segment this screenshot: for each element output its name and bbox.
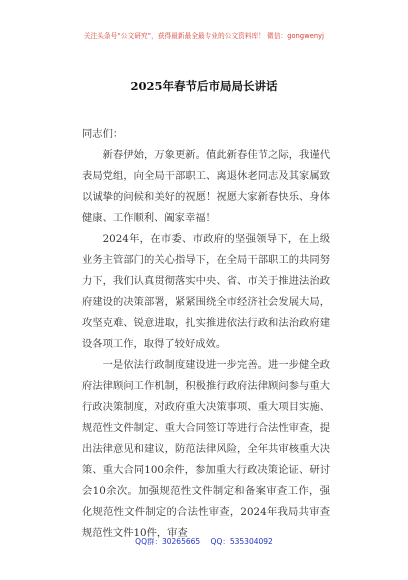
document-title: 2025年春节后市局局长讲话	[130, 79, 278, 93]
salutation: 同志们：	[82, 128, 124, 140]
promo-banner: 关注头条号“公文研究”，获得最新最全最专业的公文资料库！ 微信：gongwenyj	[83, 32, 325, 40]
paragraph-point-one: 一是依法行政制度建设进一步完善。进一步健全政府法律顾问工作机制，积极推行政府法律顾问参与重大行政决策制度，对政府重大决策事项、重大项目实施、规范性文件制定、重大合同签订等进行合法性审查，提出法律意见和建议，防范法律风险，全年共审核重大决策、重大合同100余件，参加重大行政决策论证、研讨会10余次。加强规范性文件制定和备案审查工作，强化规范性文件制定的合法性审查，2024年我局共审查规范性文件10件，审查	[82, 359, 330, 539]
contact-footer	[0, 536, 408, 547]
qq-number: QQ：535304092	[210, 537, 273, 546]
paragraph-greeting: 新春伊始，万象更新。值此新春佳节之际，我谨代表局党组，向全局干部职工、离退休老同志及其家属致以诚挚的问候和美好的祝愿！祝愿大家新春快乐、身体健康、工作顺利、阖家幸福！	[82, 149, 330, 224]
paragraph-summary: 2024年，在市委、市政府的坚强领导下，在上级业务主管部门的关心指导下，在全局干部职工的共同努力下，我们认真贯彻落实中央、省、市关于推进法治政府建设的决策部署，紧紧围绕全市经济社会发展大局，攻坚克难、锐意进取，扎实推进依法行政和法治政府建设各项工作，取得了较好成效。	[82, 233, 330, 350]
document-body	[82, 124, 330, 544]
qq-group-number: QQ群：30265665	[135, 537, 201, 546]
